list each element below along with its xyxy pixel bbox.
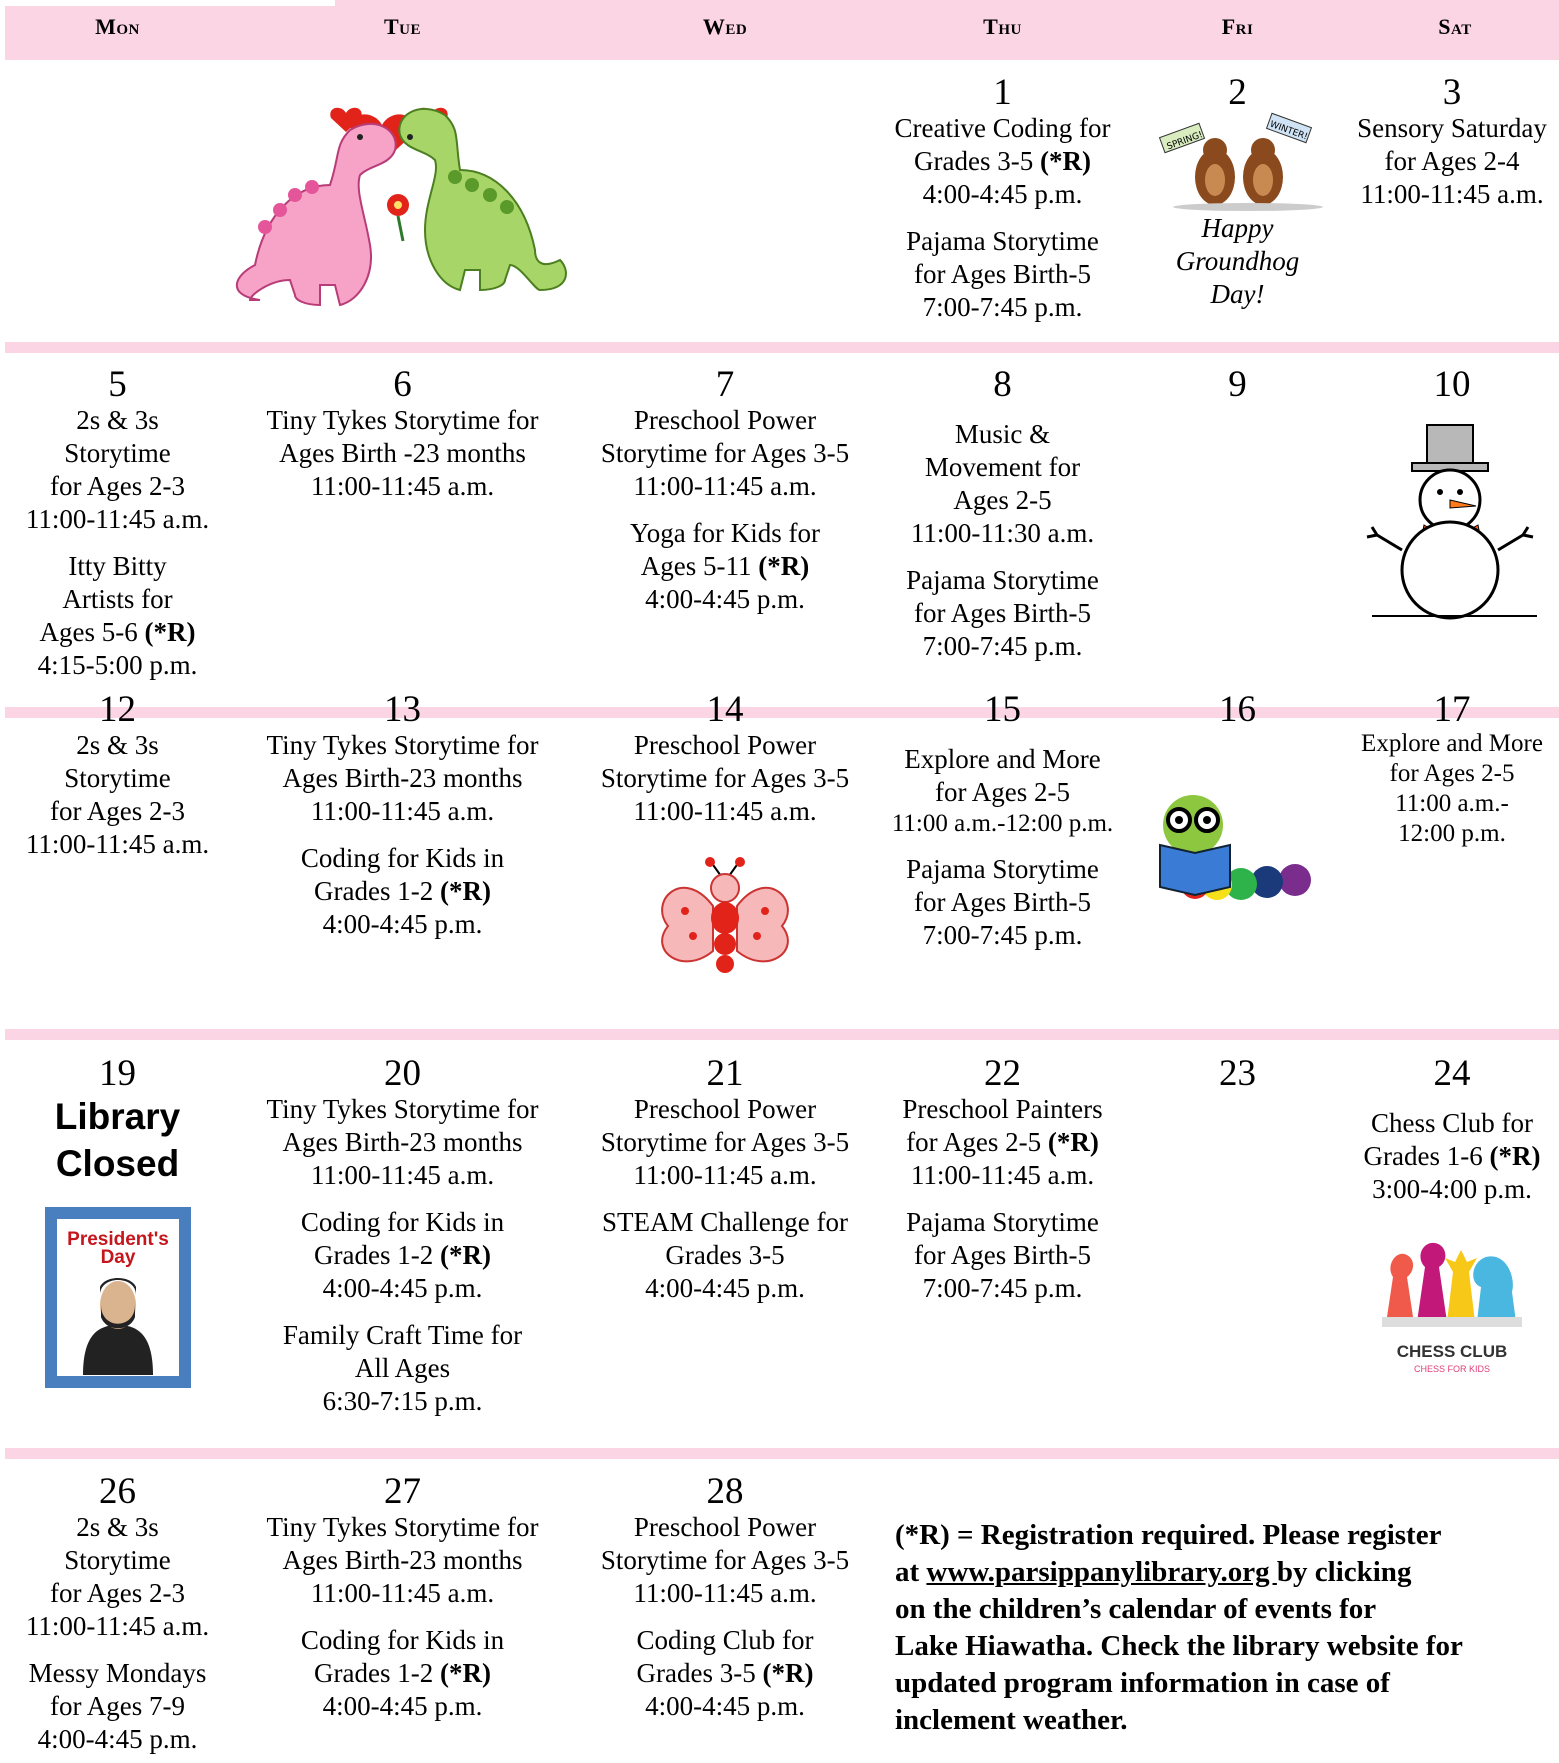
event-title: Coding for Kids in [300,1207,505,1237]
love-bug-illustration [655,856,795,976]
event-title: Pajama Storytime [906,1207,1099,1237]
event-title: Explore and More [904,744,1101,774]
event-title: Preschool Power [633,730,817,760]
event-audience: for Ages 2-3 [50,471,185,501]
event-time: 7:00-7:45 p.m. [922,1273,1083,1303]
note-line: inclement weather. [895,1704,1128,1736]
event-audience: for Ages 2-5 [1389,760,1515,787]
header-thu: Thu [983,14,1022,39]
event-title: Pajama Storytime [906,226,1099,256]
event-time: 11:00-11:45 a.m. [310,471,495,501]
day-cell-10 [1345,366,1559,620]
event-time: 11:00-11:45 a.m. [25,504,210,534]
event-audience: Ages 2-5 [953,485,1052,515]
event-time: 11:00-11:45 a.m. [633,471,817,501]
holiday-text: Happy [1201,213,1274,243]
note-line: Lake Hiawatha. Check the library website for [895,1630,1463,1662]
chess-logo-title: CHESS CLUB [1396,1342,1508,1361]
event-title: Family Craft Time for [282,1320,523,1350]
day-number: 3 [1442,72,1462,113]
event-time: 7:00-7:45 p.m. [922,631,1083,661]
event-title: STEAM Challenge for [602,1207,848,1237]
bookworm-illustration [1155,785,1325,905]
event-title: Messy Mondays [28,1658,207,1688]
event-audience: Ages Birth-23 months [282,763,523,793]
registration-badge: (*R) [1047,1127,1099,1157]
day-number: 23 [1219,1053,1256,1094]
event-title: Yoga for Kids for [629,518,820,548]
event-audience: for Ages 2-5 [906,1127,1042,1157]
event-audience: All Ages [354,1353,451,1383]
event-audience: Grades 1-2 [314,1658,434,1688]
week-separator [5,1029,1559,1040]
day-cell-27 [230,1473,575,1723]
day-cell-14 [575,691,875,976]
winter-sign-text: WINTER! [1267,119,1309,143]
event-title: Music & [954,419,1051,449]
day-number: 14 [706,689,744,730]
event-time: 4:00-4:45 p.m. [322,1273,483,1303]
week-separator [5,1448,1559,1459]
event-time: 11:00-11:45 a.m. [910,1160,1095,1190]
event-title: Movement for [924,452,1081,482]
week-separator [5,342,1559,353]
registration-badge: (*R) [439,876,491,906]
day-number: 2 [1228,72,1247,113]
event-time: 4:00-4:45 p.m. [645,1691,805,1721]
event-audience: for Ages 2-5 [935,777,1070,807]
day-cell-12 [5,691,230,861]
chess-club-logo [1377,1222,1527,1382]
event-title: Explore and More [1361,730,1543,757]
day-cell-6 [230,366,575,503]
day-number: 24 [1433,1053,1471,1094]
note-line: on the children’s calendar of events for [895,1593,1377,1625]
day-cell-5 [5,366,230,682]
event-audience: Grades 1-6 [1363,1141,1483,1171]
snowman-illustration [1362,420,1542,620]
event-title: 2s & 3s [76,405,159,435]
dinosaurs-illustration [220,95,590,310]
header-mon: Mon [95,14,140,39]
day-cell-1 [880,74,1125,324]
event-title: Tiny Tykes Storytime for [266,405,539,435]
day-number: 9 [1228,364,1247,405]
event-title: Tiny Tykes Storytime for [266,1094,539,1124]
day-number: 16 [1219,689,1256,730]
event-time: 4:00-4:45 p.m. [322,1691,483,1721]
day-cell-16 [1125,691,1350,905]
event-time: 11:00-11:45 a.m. [25,829,210,859]
day-cell-15 [880,691,1125,952]
event-title: Preschool Power [633,405,817,435]
day-number: 15 [984,689,1021,730]
event-title: Chess Club for [1371,1108,1533,1138]
event-time: 4:00-4:45 p.m. [645,1273,805,1303]
event-title: Coding for Kids in [300,1625,505,1655]
event-time: 11:00-11:30 a.m. [910,518,1095,548]
event-time: 11:00 a.m.-12:00 p.m. [891,810,1114,837]
day-number: 17 [1433,689,1471,730]
registration-badge: (*R) [1489,1141,1541,1171]
event-audience: Ages Birth-23 months [282,1545,523,1575]
event-title: Pajama Storytime [906,565,1099,595]
event-audience: for Ages 2-3 [50,1578,185,1608]
event-time: 11:00-11:45 a.m. [25,1611,210,1641]
event-title: Tiny Tykes Storytime for [266,730,539,760]
day-cell-28 [575,1473,875,1723]
event-title: Storytime [64,1545,171,1575]
day-number: 21 [706,1053,744,1094]
event-audience: Storytime for Ages 3-5 [600,1545,850,1575]
event-audience: for Ages 2-4 [1384,146,1520,176]
event-audience: Grades 1-2 [314,876,434,906]
spring-sign-text: SPRING! [1165,130,1204,153]
event-time: 11:00-11:45 a.m. [310,796,495,826]
day-cell-24 [1345,1055,1559,1382]
event-audience: for Ages 2-3 [50,796,185,826]
event-audience: Storytime for Ages 3-5 [600,438,850,468]
event-title: 2s & 3s [76,730,159,760]
day-cell-22 [880,1055,1125,1305]
event-title: Preschool Power [633,1512,817,1542]
event-audience: for Ages Birth-5 [914,1240,1091,1270]
day-cell-21 [575,1055,875,1305]
library-website-link[interactable]: www.parsippanylibrary.org [926,1556,1277,1588]
chess-logo-subtitle: CHESS FOR KIDS [1413,1364,1491,1374]
event-time: 12:00 p.m. [1398,820,1506,847]
event-title: Storytime [64,763,171,793]
event-audience: Ages Birth -23 months [279,438,526,468]
event-audience: Grades 3-5 [914,146,1034,176]
event-audience: Grades 1-2 [314,1240,434,1270]
day-number: 8 [993,364,1012,405]
registration-badge: (*R) [1039,146,1091,176]
event-time: 4:00-4:45 p.m. [645,584,805,614]
header-fri: Fri [1221,14,1254,39]
day-cell-13 [230,691,575,941]
day-number: 28 [706,1471,744,1512]
day-cell-23 [1125,1055,1350,1093]
day-cell-2 [1125,74,1350,311]
day-number: 5 [108,364,127,405]
holiday-text: Groundhog [1175,246,1300,276]
event-time: 4:00-4:45 p.m. [922,179,1083,209]
stamp-title: President's [66,1229,169,1250]
event-audience: Ages Birth-23 months [282,1127,523,1157]
event-title: Artists for [62,584,173,614]
event-audience: for Ages Birth-5 [914,887,1091,917]
library-closed-label: Library [54,1096,181,1137]
event-time: 11:00-11:45 a.m. [1360,179,1544,209]
event-time: 11:00-11:45 a.m. [310,1160,495,1190]
event-title: Coding Club for [636,1625,814,1655]
event-audience: for Ages 7-9 [50,1691,185,1721]
event-audience: Grades 3-5 [665,1240,785,1270]
event-time: 7:00-7:45 p.m. [922,920,1083,950]
event-time: 6:30-7:15 p.m. [322,1386,483,1416]
day-cell-8 [880,366,1125,663]
header-tab-notch [5,0,335,6]
presidents-day-stamp [43,1205,193,1390]
registration-badge: (*R) [758,551,810,581]
event-audience: for Ages Birth-5 [914,598,1091,628]
event-title: Itty Bitty [68,551,167,581]
event-title: Coding for Kids in [300,843,505,873]
event-time: 4:00-4:45 p.m. [322,909,483,939]
event-title: Preschool Painters [902,1094,1103,1124]
event-title: Sensory Saturday [1357,113,1547,143]
stamp-subtitle: Day [100,1247,135,1268]
event-time: 3:00-4:00 p.m. [1372,1174,1532,1204]
event-audience: for Ages Birth-5 [914,259,1091,289]
event-audience: Storytime for Ages 3-5 [600,1127,850,1157]
registration-badge: (*R) [762,1658,814,1688]
header-tue: Tue [383,14,421,39]
event-time: 11:00-11:45 a.m. [633,1578,817,1608]
event-time: 11:00-11:45 a.m. [633,796,817,826]
note-line: (*R) = Registration required. Please register [895,1519,1442,1551]
day-cell-17 [1345,691,1559,849]
registration-badge: (*R) [144,617,196,647]
event-title: Preschool Power [633,1094,817,1124]
day-cell-19 [5,1055,230,1390]
event-title: Tiny Tykes Storytime for [266,1512,539,1542]
event-time: 4:00-4:45 p.m. [37,1724,198,1754]
event-time: 7:00-7:45 p.m. [922,292,1083,322]
event-time: 4:15-5:00 p.m. [37,650,198,680]
header-wed: Wed [702,14,748,39]
day-number: 10 [1433,364,1471,405]
day-number: 27 [384,1471,421,1512]
event-title: 2s & 3s [76,1512,159,1542]
day-cell-3 [1345,74,1559,211]
registration-badge: (*R) [439,1240,491,1270]
header-sat: Sat [1438,14,1472,39]
event-time: 11:00-11:45 a.m. [633,1160,817,1190]
event-audience: Ages 5-11 [640,551,752,581]
day-cell-20 [230,1055,575,1418]
event-title: Pajama Storytime [906,854,1099,884]
day-number: 22 [984,1053,1021,1094]
day-number: 13 [384,689,421,730]
event-title: Creative Coding for [894,113,1111,143]
day-number: 19 [99,1053,136,1094]
day-number: 1 [993,72,1012,113]
day-number: 12 [99,689,136,730]
library-closed-label: Closed [55,1143,180,1184]
day-number: 6 [393,364,412,405]
groundhogs-illustration [1153,112,1323,212]
note-line: updated program information in case of [895,1667,1390,1699]
event-audience: Ages 5-6 [39,617,138,647]
day-cell-9 [1125,366,1350,404]
event-title: Storytime [64,438,171,468]
event-time: 11:00 a.m.- [1395,790,1509,817]
event-audience: Grades 3-5 [636,1658,756,1688]
event-time: 11:00-11:45 a.m. [310,1578,495,1608]
day-number: 7 [715,364,735,405]
holiday-text: Day! [1210,279,1265,309]
note-text: by clicking [1276,1556,1412,1588]
registration-note [895,1517,1545,1739]
note-text: at [895,1556,927,1588]
day-cell-26 [5,1473,230,1756]
day-cell-7 [575,366,875,616]
registration-badge: (*R) [439,1658,491,1688]
day-number: 26 [99,1471,136,1512]
day-number: 20 [384,1053,421,1094]
event-audience: Storytime for Ages 3-5 [600,763,850,793]
